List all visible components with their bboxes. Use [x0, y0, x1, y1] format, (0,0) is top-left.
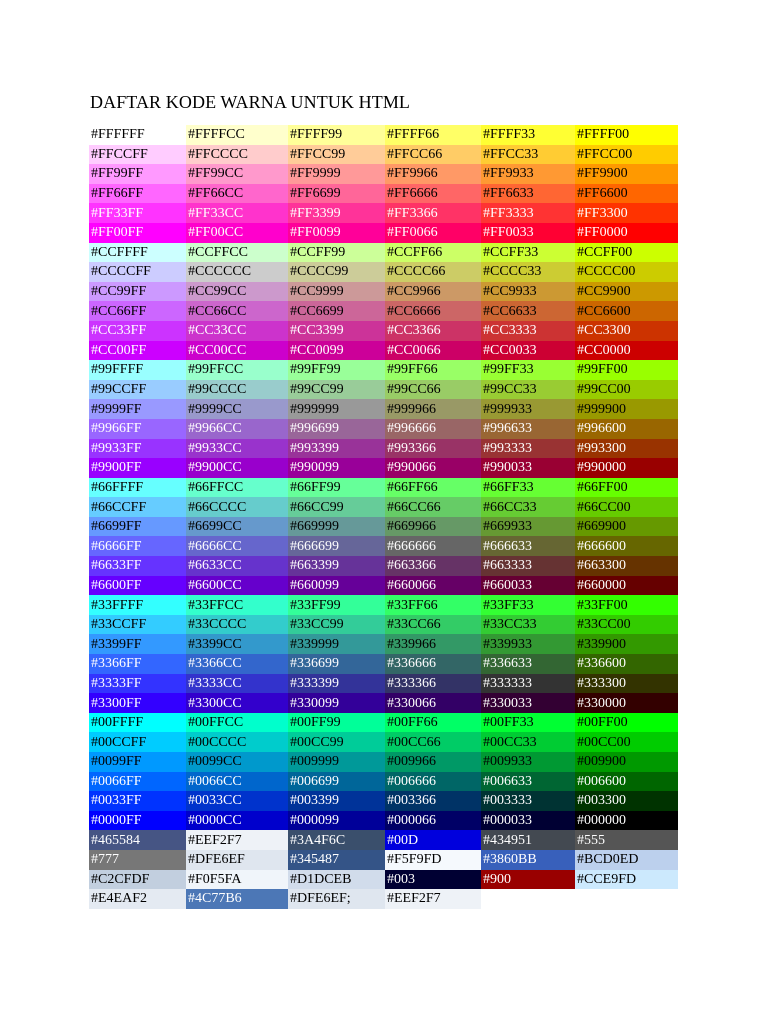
color-cell: #E4EAF2	[89, 889, 186, 909]
color-cell: #66FF00	[575, 478, 678, 498]
color-cell: #F0F5FA	[186, 870, 288, 890]
color-code-table	[89, 125, 678, 909]
color-cell: #990099	[288, 458, 385, 478]
color-cell: #996699	[288, 419, 385, 439]
color-cell: #99FFFF	[89, 360, 186, 380]
color-cell: #FF9933	[481, 164, 575, 184]
color-cell: #CC3399	[288, 321, 385, 341]
color-cell: #663333	[481, 556, 575, 576]
color-cell: #996600	[575, 419, 678, 439]
color-cell: #9900FF	[89, 458, 186, 478]
table-row	[89, 713, 678, 733]
table-row	[89, 536, 678, 556]
color-cell: #FF9999	[288, 164, 385, 184]
color-cell: #DFE6EF;	[288, 889, 385, 909]
color-cell: #996666	[385, 419, 481, 439]
color-cell: #009999	[288, 752, 385, 772]
color-cell: #FF0033	[481, 223, 575, 243]
color-cell: #0000FF	[89, 811, 186, 831]
color-cell: #666666	[385, 536, 481, 556]
table-row	[89, 419, 678, 439]
document-title: DAFTAR KODE WARNA UNTUK HTML	[90, 92, 411, 112]
color-cell: #009966	[385, 752, 481, 772]
table-row	[89, 811, 678, 831]
color-cell: #CC66CC	[186, 301, 288, 321]
table-row	[89, 380, 678, 400]
color-cell: #FFCC33	[481, 145, 575, 165]
table-row	[89, 615, 678, 635]
color-cell: #FF00CC	[186, 223, 288, 243]
color-cell: #CC3333	[481, 321, 575, 341]
color-cell: #00FF66	[385, 713, 481, 733]
color-cell: #6699CC	[186, 517, 288, 537]
color-table-body	[89, 125, 678, 909]
color-cell: #00CC00	[575, 732, 678, 752]
color-cell: #66FF33	[481, 478, 575, 498]
color-cell: #009933	[481, 752, 575, 772]
color-cell: #330099	[288, 693, 385, 713]
color-cell: #999933	[481, 399, 575, 419]
color-cell: #FFCC99	[288, 145, 385, 165]
color-cell: #CC66FF	[89, 301, 186, 321]
table-row	[89, 262, 678, 282]
color-cell: #000099	[288, 811, 385, 831]
color-cell: #666699	[288, 536, 385, 556]
color-cell: #00FFCC	[186, 713, 288, 733]
color-cell: #EEF2F7	[186, 830, 288, 850]
color-cell: #000033	[481, 811, 575, 831]
color-cell: #FFCC66	[385, 145, 481, 165]
color-cell: #CC0033	[481, 341, 575, 361]
color-cell: #FFFF33	[481, 125, 575, 145]
color-cell: #330033	[481, 693, 575, 713]
table-row	[89, 321, 678, 341]
color-cell: #3366CC	[186, 654, 288, 674]
color-cell: #99CC00	[575, 380, 678, 400]
color-cell: #660000	[575, 576, 678, 596]
color-cell: #3399CC	[186, 634, 288, 654]
color-cell: #CC33CC	[186, 321, 288, 341]
color-cell: #993366	[385, 439, 481, 459]
color-cell: #CCCC33	[481, 262, 575, 282]
color-cell: #003333	[481, 791, 575, 811]
table-row	[89, 830, 678, 850]
color-cell: #993300	[575, 439, 678, 459]
color-cell: #999999	[288, 399, 385, 419]
table-row	[89, 850, 678, 870]
color-cell: #FF6633	[481, 184, 575, 204]
color-cell: #339966	[385, 634, 481, 654]
color-cell: #CC99FF	[89, 282, 186, 302]
color-cell: #339900	[575, 634, 678, 654]
color-cell: #9966FF	[89, 419, 186, 439]
table-row	[89, 517, 678, 537]
color-cell: #3300FF	[89, 693, 186, 713]
color-cell: #6600CC	[186, 576, 288, 596]
color-cell: #DFE6EF	[186, 850, 288, 870]
color-cell: #CCE9FD	[575, 870, 678, 890]
color-cell: #339999	[288, 634, 385, 654]
color-cell: #CC6699	[288, 301, 385, 321]
color-cell: #66FFFF	[89, 478, 186, 498]
color-cell: #660099	[288, 576, 385, 596]
color-cell: #99CC99	[288, 380, 385, 400]
color-cell: #CCCC00	[575, 262, 678, 282]
color-cell: #33FF33	[481, 595, 575, 615]
table-row	[89, 145, 678, 165]
table-row	[89, 164, 678, 184]
color-cell: #339933	[481, 634, 575, 654]
color-cell: #434951	[481, 830, 575, 850]
color-cell: #D1DCEB	[288, 870, 385, 890]
color-cell: #336600	[575, 654, 678, 674]
color-cell: #FF0099	[288, 223, 385, 243]
table-row	[89, 772, 678, 792]
color-cell: #CCFF66	[385, 243, 481, 263]
color-cell: #00FF99	[288, 713, 385, 733]
color-cell: #FF00FF	[89, 223, 186, 243]
color-cell: #669966	[385, 517, 481, 537]
color-cell: #CCFF00	[575, 243, 678, 263]
color-cell: #99FF33	[481, 360, 575, 380]
color-cell: #CC99CC	[186, 282, 288, 302]
table-row	[89, 693, 678, 713]
color-cell: #33FF00	[575, 595, 678, 615]
table-row	[89, 634, 678, 654]
color-cell: #3300CC	[186, 693, 288, 713]
color-cell: #CCFF33	[481, 243, 575, 263]
table-row	[89, 556, 678, 576]
color-cell: #66CCCC	[186, 497, 288, 517]
color-cell: #336666	[385, 654, 481, 674]
color-cell: #FF33FF	[89, 203, 186, 223]
color-cell: #CC0066	[385, 341, 481, 361]
table-row	[89, 341, 678, 361]
color-cell: #33FFCC	[186, 595, 288, 615]
color-cell: #3399FF	[89, 634, 186, 654]
color-cell: #FFFF99	[288, 125, 385, 145]
color-cell: #BCD0ED	[575, 850, 678, 870]
color-cell: #9999CC	[186, 399, 288, 419]
color-cell: #00FF33	[481, 713, 575, 733]
color-cell: #C2CFDF	[89, 870, 186, 890]
color-cell: #0066FF	[89, 772, 186, 792]
color-cell: #003300	[575, 791, 678, 811]
color-cell: #336699	[288, 654, 385, 674]
color-cell: #CCFFCC	[186, 243, 288, 263]
color-cell: #00FFFF	[89, 713, 186, 733]
table-row	[89, 125, 678, 145]
color-cell: #99FF66	[385, 360, 481, 380]
color-cell: #CCCCCC	[186, 262, 288, 282]
color-cell: #FF6699	[288, 184, 385, 204]
color-cell: #465584	[89, 830, 186, 850]
color-cell: #006699	[288, 772, 385, 792]
color-cell: #CC00FF	[89, 341, 186, 361]
color-cell: #993333	[481, 439, 575, 459]
color-cell: #66FF66	[385, 478, 481, 498]
color-cell: #CC33FF	[89, 321, 186, 341]
table-row	[89, 399, 678, 419]
color-cell: #FF6666	[385, 184, 481, 204]
color-cell: #FFCCCC	[186, 145, 288, 165]
table-row	[89, 458, 678, 478]
color-cell: #FFFF66	[385, 125, 481, 145]
color-cell: #CC9933	[481, 282, 575, 302]
color-cell: #993399	[288, 439, 385, 459]
color-cell: #66CCFF	[89, 497, 186, 517]
color-cell: #900	[481, 870, 575, 890]
color-cell: #99CC33	[481, 380, 575, 400]
color-cell: #FF0000	[575, 223, 678, 243]
color-cell: #345487	[288, 850, 385, 870]
color-cell: #333399	[288, 674, 385, 694]
color-cell: #99CCCC	[186, 380, 288, 400]
color-cell: #669933	[481, 517, 575, 537]
color-cell: #6600FF	[89, 576, 186, 596]
color-cell: #777	[89, 850, 186, 870]
color-cell: #999900	[575, 399, 678, 419]
color-cell: #CC3366	[385, 321, 481, 341]
color-cell: #FFFFFF	[89, 125, 186, 145]
color-cell: #000000	[575, 811, 678, 831]
color-cell: #0066CC	[186, 772, 288, 792]
color-cell: #FF3300	[575, 203, 678, 223]
color-cell: #6633FF	[89, 556, 186, 576]
color-cell: #FF3366	[385, 203, 481, 223]
color-cell: #663300	[575, 556, 678, 576]
color-cell: #99CC66	[385, 380, 481, 400]
color-cell: #00CCCC	[186, 732, 288, 752]
color-cell: #555	[575, 830, 678, 850]
color-cell: #FF99CC	[186, 164, 288, 184]
color-cell: #330066	[385, 693, 481, 713]
color-cell: #FF9900	[575, 164, 678, 184]
color-cell: #CC0099	[288, 341, 385, 361]
color-cell: #990000	[575, 458, 678, 478]
color-cell: #FF99FF	[89, 164, 186, 184]
color-cell: #4C77B6	[186, 889, 288, 909]
color-cell: #EEF2F7	[385, 889, 481, 909]
color-cell: #FFCCFF	[89, 145, 186, 165]
color-cell: #FFCC00	[575, 145, 678, 165]
color-cell: #3333CC	[186, 674, 288, 694]
color-cell: #990033	[481, 458, 575, 478]
table-row	[89, 889, 678, 909]
color-cell: #CCFFFF	[89, 243, 186, 263]
color-cell: #669900	[575, 517, 678, 537]
color-cell: #6699FF	[89, 517, 186, 537]
color-cell: #660033	[481, 576, 575, 596]
color-cell: #999966	[385, 399, 481, 419]
table-row	[89, 674, 678, 694]
color-cell: #33CC99	[288, 615, 385, 635]
color-cell: #00CC66	[385, 732, 481, 752]
color-cell: #CCCCFF	[89, 262, 186, 282]
color-cell: #33FF99	[288, 595, 385, 615]
color-cell: #33FF66	[385, 595, 481, 615]
color-cell: #66FFCC	[186, 478, 288, 498]
table-row	[89, 478, 678, 498]
color-cell: #006666	[385, 772, 481, 792]
color-cell: #CC0000	[575, 341, 678, 361]
color-cell: #99CCFF	[89, 380, 186, 400]
color-cell: #990066	[385, 458, 481, 478]
color-cell: #99FFCC	[186, 360, 288, 380]
color-cell: #0033FF	[89, 791, 186, 811]
color-cell: #CC00CC	[186, 341, 288, 361]
table-row	[89, 301, 678, 321]
table-row	[89, 752, 678, 772]
color-cell: #66CC99	[288, 497, 385, 517]
color-cell: #333366	[385, 674, 481, 694]
color-cell: #336633	[481, 654, 575, 674]
color-cell: #3333FF	[89, 674, 186, 694]
table-row	[89, 439, 678, 459]
color-cell: #0099CC	[186, 752, 288, 772]
color-cell: #66FF99	[288, 478, 385, 498]
color-cell: #00D	[385, 830, 481, 850]
color-cell: #33CC66	[385, 615, 481, 635]
color-cell: #666600	[575, 536, 678, 556]
color-cell: #00CCFF	[89, 732, 186, 752]
color-cell: #3366FF	[89, 654, 186, 674]
color-cell: #9933CC	[186, 439, 288, 459]
table-row	[89, 732, 678, 752]
color-cell: #33CC33	[481, 615, 575, 635]
color-cell: #CC9999	[288, 282, 385, 302]
table-row	[89, 654, 678, 674]
color-cell: #333300	[575, 674, 678, 694]
color-cell: #009900	[575, 752, 678, 772]
color-cell: #33CCCC	[186, 615, 288, 635]
color-cell: #99FF99	[288, 360, 385, 380]
color-cell: #33FFFF	[89, 595, 186, 615]
color-cell: #3A4F6C	[288, 830, 385, 850]
color-cell: #00FF00	[575, 713, 678, 733]
color-cell: #66CC66	[385, 497, 481, 517]
color-cell: #330000	[575, 693, 678, 713]
color-cell: #003399	[288, 791, 385, 811]
table-row	[89, 595, 678, 615]
color-cell: #FF33CC	[186, 203, 288, 223]
color-cell: #CCFF99	[288, 243, 385, 263]
color-cell: #9999FF	[89, 399, 186, 419]
table-row	[89, 282, 678, 302]
color-cell: #00CC99	[288, 732, 385, 752]
color-cell: #333333	[481, 674, 575, 694]
color-cell: #9966CC	[186, 419, 288, 439]
color-cell: #FFFFCC	[186, 125, 288, 145]
color-cell: #9900CC	[186, 458, 288, 478]
color-cell: #CC9900	[575, 282, 678, 302]
color-cell: #9933FF	[89, 439, 186, 459]
table-row	[89, 184, 678, 204]
color-cell: #003	[385, 870, 481, 890]
color-cell: #006633	[481, 772, 575, 792]
color-cell: #CCCC99	[288, 262, 385, 282]
color-cell: #0000CC	[186, 811, 288, 831]
color-cell: #FF66FF	[89, 184, 186, 204]
color-cell: #660066	[385, 576, 481, 596]
color-cell: #33CCFF	[89, 615, 186, 635]
color-cell: #3860BB	[481, 850, 575, 870]
color-cell: #669999	[288, 517, 385, 537]
color-cell: #663366	[385, 556, 481, 576]
color-cell: #CC6600	[575, 301, 678, 321]
color-cell: #FF3399	[288, 203, 385, 223]
color-cell: #006600	[575, 772, 678, 792]
color-cell: #6633CC	[186, 556, 288, 576]
color-cell: #33CC00	[575, 615, 678, 635]
color-cell: #CC9966	[385, 282, 481, 302]
color-cell: #66CC00	[575, 497, 678, 517]
color-cell: #FFFF00	[575, 125, 678, 145]
color-cell: #FF3333	[481, 203, 575, 223]
table-row	[89, 203, 678, 223]
color-cell: #99FF00	[575, 360, 678, 380]
table-row	[89, 870, 678, 890]
color-cell: #FF66CC	[186, 184, 288, 204]
color-cell: #CC6633	[481, 301, 575, 321]
table-row	[89, 576, 678, 596]
color-cell: #0099FF	[89, 752, 186, 772]
table-row	[89, 360, 678, 380]
color-cell: #CC6666	[385, 301, 481, 321]
table-row	[89, 223, 678, 243]
color-cell: #F5F9FD	[385, 850, 481, 870]
color-cell: #CCCC66	[385, 262, 481, 282]
color-cell: #663399	[288, 556, 385, 576]
color-cell: #003366	[385, 791, 481, 811]
color-cell: #FF0066	[385, 223, 481, 243]
color-cell: #00CC33	[481, 732, 575, 752]
table-row	[89, 497, 678, 517]
color-cell: #6666FF	[89, 536, 186, 556]
color-cell: #000066	[385, 811, 481, 831]
color-cell: #FF9966	[385, 164, 481, 184]
color-cell: #FF6600	[575, 184, 678, 204]
color-cell: #CC3300	[575, 321, 678, 341]
color-cell: #996633	[481, 419, 575, 439]
color-cell: #0033CC	[186, 791, 288, 811]
color-cell: #666633	[481, 536, 575, 556]
color-cell: #6666CC	[186, 536, 288, 556]
table-row	[89, 791, 678, 811]
color-cell: #66CC33	[481, 497, 575, 517]
table-row	[89, 243, 678, 263]
